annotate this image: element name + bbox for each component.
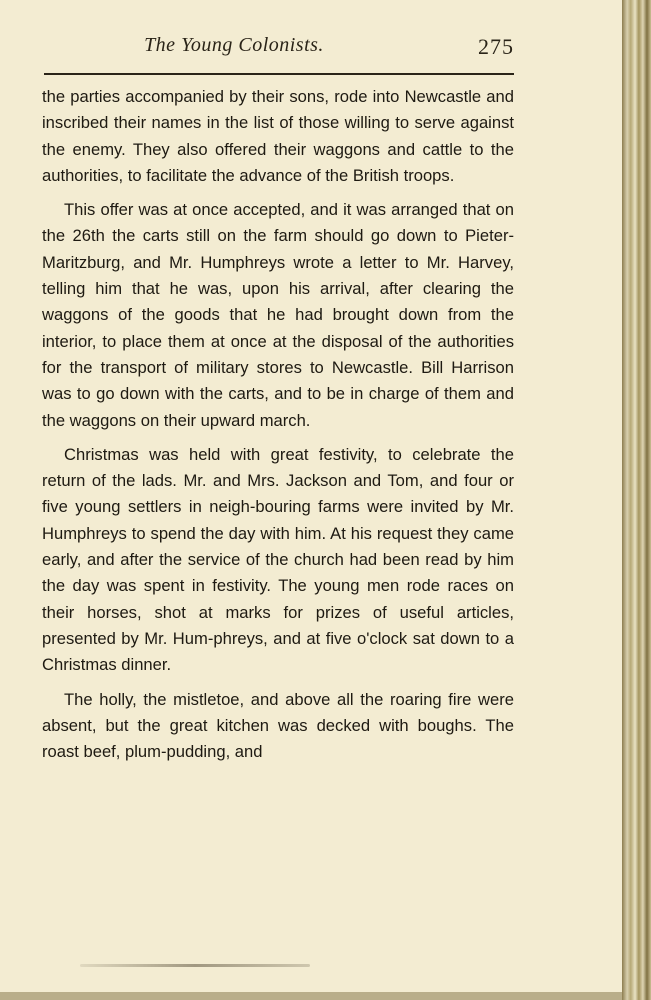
paragraph-3: Christmas was held with great festivity, to celebrate the return of the lads. Mr. and Mrs. Jackson and Tom, and four or five young settlers in neigh-bouring farms were invited by Mr. Humphreys to spend the day with him. At his request they came early, and after the service of the church had been read by him the day was spent in festivity. The young men rode races on their horses, shot at marks for prizes of useful articles, presented by Mr. Hum-phreys, and at five o'clock sat down to a Christmas dinner. bbox=[42, 444, 514, 675]
paragraph-2: This offer was at once accepted, and it was arranged that on the 26th the carts still on the farm should go down to Pieter-Maritzburg, and Mr. Humphreys wrote a letter to Mr. Harvey, telling him that he was, upon his arrival, after clearing the waggons of the goods that he had brought down from the interior, to place them at once at the disposal of the authorities for the transport of military stores to Newcastle. Bill Harrison was to go down with the carts, and to be in charge of them and the waggons on their upward march. bbox=[42, 200, 514, 430]
running-title: The Young Colonists. bbox=[144, 34, 324, 56]
running-head bbox=[44, 28, 514, 68]
paragraph-1: the parties accompanied by their sons, rode into Newcastle and inscribed their names in the list of those willing to serve against the enemy. They also offered their waggons and cattle to the authorities, to facilitate the advance of the British troops. bbox=[42, 87, 514, 185]
book-gutter bbox=[622, 0, 651, 1000]
header-rule bbox=[44, 73, 514, 75]
page-smudge bbox=[80, 964, 310, 967]
body-text bbox=[42, 84, 514, 765]
page-bottom-edge bbox=[0, 992, 622, 1000]
paragraph-4: The holly, the mistletoe, and above all the roaring fire were absent, but the great kitchen was decked with boughs. The roast beef, plum-pudding, and bbox=[42, 689, 514, 762]
page-number: 275 bbox=[478, 34, 514, 59]
